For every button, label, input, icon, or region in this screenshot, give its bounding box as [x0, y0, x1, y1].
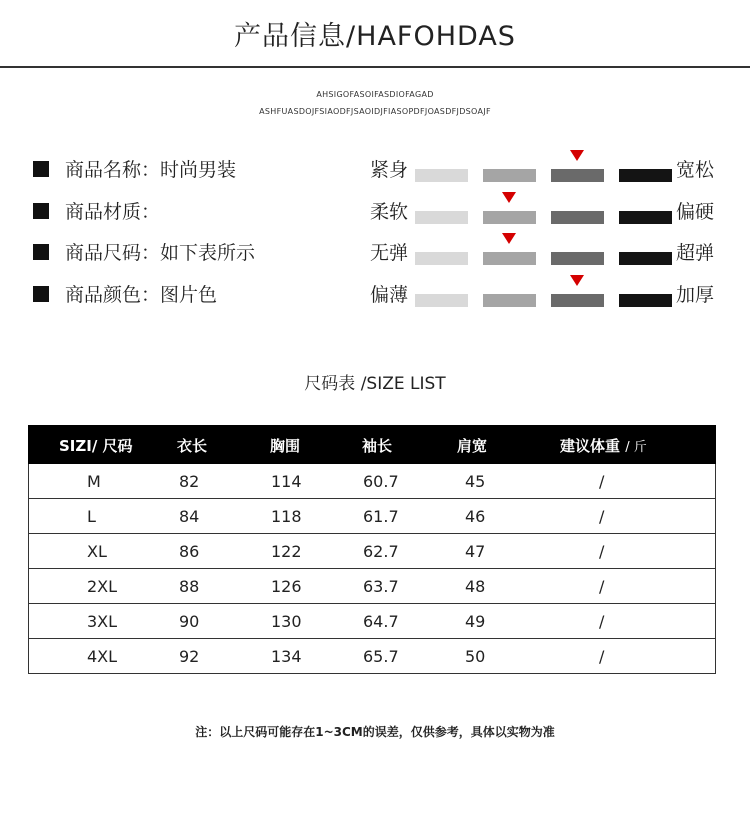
level-bar-3	[551, 169, 604, 182]
level-bar-4	[619, 252, 672, 265]
scale-left-label: 柔软	[370, 201, 409, 223]
cell-shoulder: 47	[465, 542, 486, 561]
level-bar-2	[483, 294, 536, 307]
cell-chest: 122	[271, 542, 302, 561]
cell-shoulder: 46	[465, 507, 486, 526]
scale-right-label: 超弹	[676, 242, 715, 264]
scale-elasticity	[370, 241, 730, 271]
level-bar-4	[619, 211, 672, 224]
level-marker-icon	[570, 150, 584, 161]
cell-sleeve: 64.7	[363, 612, 399, 631]
cell-sleeve: 61.7	[363, 507, 399, 526]
subtitle-line-1: AHSIGOFASOIFASDIOFAGAD	[316, 90, 434, 99]
header-size: SIZI/ 尺码	[59, 437, 133, 455]
scale-right-label: 宽松	[676, 159, 715, 181]
cell-weight: /	[599, 472, 605, 491]
cell-weight: /	[599, 507, 605, 526]
table-header	[28, 425, 716, 464]
table-row	[28, 639, 716, 674]
cell-length: 90	[179, 612, 200, 631]
scale-softness	[370, 200, 730, 230]
level-bar-3	[551, 252, 604, 265]
table-row	[28, 569, 716, 604]
level-bar-2	[483, 169, 536, 182]
cell-sleeve: 60.7	[363, 472, 399, 491]
bullet-square-icon	[33, 286, 49, 302]
info-value: 如下表所示	[160, 242, 256, 264]
cell-shoulder: 49	[465, 612, 486, 631]
cell-shoulder: 45	[465, 472, 486, 491]
cell-chest: 118	[271, 507, 302, 526]
header-chest: 胸围	[270, 437, 301, 455]
cell-chest: 126	[271, 577, 302, 596]
cell-chest: 114	[271, 472, 302, 491]
info-value: 图片色	[160, 284, 218, 306]
cell-chest: 130	[271, 612, 302, 631]
info-label: 商品名称：	[65, 159, 161, 181]
table-row	[28, 464, 716, 499]
cell-size: XL	[87, 542, 107, 561]
size-table-title: 尺码表 /SIZE LIST	[304, 374, 446, 394]
cell-size: 4XL	[87, 647, 118, 666]
level-bar-1	[415, 252, 468, 265]
table-row	[28, 499, 716, 534]
cell-length: 88	[179, 577, 200, 596]
info-value: 时尚男装	[160, 159, 237, 181]
header-weight-unit: / 斤	[625, 440, 647, 455]
level-bar-4	[619, 294, 672, 307]
level-marker-icon	[502, 192, 516, 203]
info-label: 商品尺码：	[65, 242, 161, 264]
cell-weight: /	[599, 542, 605, 561]
header-sleeve: 袖长	[362, 437, 393, 455]
cell-length: 82	[179, 472, 200, 491]
scale-left-label: 无弹	[370, 242, 409, 264]
scale-thickness	[370, 283, 730, 313]
info-label: 商品材质：	[65, 201, 161, 223]
cell-sleeve: 62.7	[363, 542, 399, 561]
level-bar-4	[619, 169, 672, 182]
level-marker-icon	[502, 233, 516, 244]
header-shoulder: 肩宽	[457, 437, 488, 455]
scale-left-label: 偏薄	[370, 284, 409, 306]
footnote: 注：以上尺码可能存在1~3CM的误差，仅供参考，具体以实物为准	[195, 725, 555, 739]
cell-chest: 134	[271, 647, 302, 666]
info-item-name	[33, 158, 236, 182]
info-item-size	[33, 241, 255, 265]
level-bar-3	[551, 294, 604, 307]
cell-length: 84	[179, 507, 200, 526]
level-bar-1	[415, 294, 468, 307]
scale-right-label: 偏硬	[676, 201, 715, 223]
info-label: 商品颜色：	[65, 284, 161, 306]
cell-sleeve: 63.7	[363, 577, 399, 596]
level-bar-1	[415, 211, 468, 224]
cell-length: 86	[179, 542, 200, 561]
page-title: 产品信息/HAFOHDAS	[234, 21, 516, 52]
header-weight-label: 建议体重	[560, 437, 621, 455]
level-bar-2	[483, 252, 536, 265]
level-bar-3	[551, 211, 604, 224]
bullet-square-icon	[33, 203, 49, 219]
scale-fit	[370, 158, 730, 188]
level-bar-2	[483, 211, 536, 224]
cell-size: L	[87, 507, 96, 526]
level-bar-1	[415, 169, 468, 182]
scale-left-label: 紧身	[370, 159, 409, 181]
header-weight	[560, 435, 647, 456]
cell-size: M	[87, 472, 101, 491]
cell-length: 92	[179, 647, 200, 666]
title-divider	[0, 66, 750, 68]
bullet-square-icon	[33, 244, 49, 260]
subtitle-line-2: ASHFUASDOJFSIAODFJSAOIDJFIASOPDFJOASDFJDSOAJF	[259, 107, 491, 116]
table-row	[28, 534, 716, 569]
cell-weight: /	[599, 612, 605, 631]
cell-weight: /	[599, 647, 605, 666]
cell-size: 3XL	[87, 612, 118, 631]
level-marker-icon	[570, 275, 584, 286]
cell-shoulder: 50	[465, 647, 486, 666]
cell-sleeve: 65.7	[363, 647, 399, 666]
size-table	[28, 425, 716, 674]
info-item-material	[33, 200, 160, 224]
scale-right-label: 加厚	[676, 284, 715, 306]
cell-size: 2XL	[87, 577, 118, 596]
bullet-square-icon	[33, 161, 49, 177]
cell-shoulder: 48	[465, 577, 486, 596]
info-item-color	[33, 283, 217, 307]
table-row	[28, 604, 716, 639]
header-length: 衣长	[177, 437, 208, 455]
cell-weight: /	[599, 577, 605, 596]
